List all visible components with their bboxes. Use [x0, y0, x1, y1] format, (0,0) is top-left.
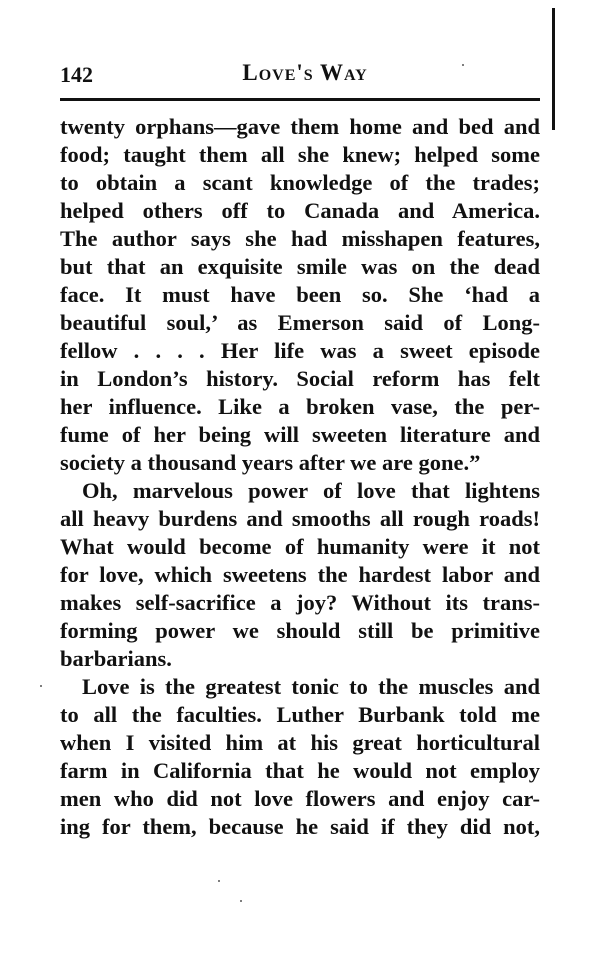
scan-speck [40, 685, 42, 687]
text-line: barbarians. [60, 646, 172, 671]
paragraph-start-line: Oh, marvelous power of love that lightens [82, 478, 540, 503]
text-line: beautiful soul,’ as Emerson said of Long- [60, 310, 540, 335]
text-line: face. It must have been so. She ‘had a [60, 282, 540, 307]
text-line: fume of her being will sweeten literature and [60, 422, 540, 447]
text-line: for love, which sweetens the hardest labor and [60, 562, 540, 587]
text-line: forming power we should still be primitive [60, 618, 540, 643]
text-line: The author says she had misshapen features, [60, 226, 540, 251]
header-rule [60, 98, 540, 101]
running-title: Love's Way [242, 60, 368, 85]
text-line: her influence. Like a broken vase, the per- [60, 394, 540, 419]
scan-edge-line [552, 8, 555, 130]
text-line: but that an exquisite smile was on the dead [60, 254, 540, 279]
scan-speck [240, 900, 242, 902]
text-line: all heavy burdens and smooths all rough roads! [60, 506, 540, 531]
text-line: helped others off to Canada and America. [60, 198, 540, 223]
text-line: in London’s history. Social reform has felt [60, 366, 540, 391]
page-header [60, 60, 540, 90]
text-line: when I visited him at his great horticultural [60, 730, 540, 755]
page-number: 142 [60, 62, 93, 87]
scan-speck [462, 64, 464, 66]
text-line: food; taught them all she knew; helped some [60, 142, 540, 167]
text-line: twenty orphans—gave them home and bed and [60, 114, 540, 139]
text-line: fellow . . . . Her life was a sweet episode [60, 338, 540, 363]
text-line: What would become of humanity were it not [60, 534, 540, 559]
paragraph-start-line: Love is the greatest tonic to the muscles and [82, 674, 540, 699]
text-line: ing for them, because he said if they did not, [60, 814, 540, 839]
text-line: society a thousand years after we are gone.” [60, 450, 481, 475]
text-line: makes self-sacrifice a joy? Without its trans- [60, 590, 540, 615]
text-line: to all the faculties. Luther Burbank told me [60, 702, 540, 727]
text-line: farm in California that he would not employ [60, 758, 540, 783]
text-line: men who did not love flowers and enjoy car- [60, 786, 540, 811]
scan-speck [218, 880, 220, 882]
body-text [60, 113, 540, 841]
text-line: to obtain a scant knowledge of the trades; [60, 170, 540, 195]
